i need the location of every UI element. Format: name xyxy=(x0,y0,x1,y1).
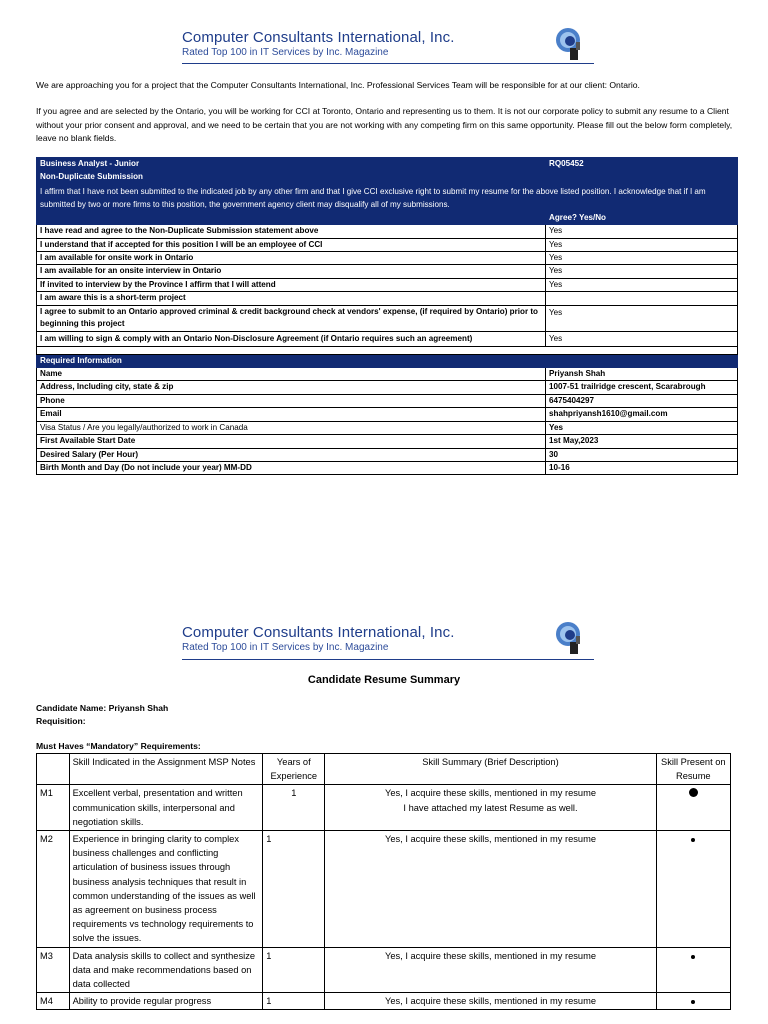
info-label: Phone xyxy=(37,394,546,407)
skill-years[interactable]: 1 xyxy=(263,993,325,1010)
statement-text: I have read and agree to the Non-Duplicate Submission statement above xyxy=(37,225,546,238)
submission-form-table xyxy=(36,157,738,475)
skill-text: Experience in bringing clarity to complex business challenges and conflicting articulation of business issues through business analysis techniques that result in common understanding of the issues as well as agreement on business process requirements vs technology requirements to solve the issues. xyxy=(69,831,263,948)
must-haves-label: Must Haves “Mandatory” Requirements: xyxy=(36,741,201,751)
table-row xyxy=(37,225,738,238)
info-value[interactable]: 1st May,2023 xyxy=(546,435,738,448)
skill-present-cell xyxy=(656,831,730,948)
info-label: Birth Month and Day (Do not include your year) MM-DD xyxy=(37,461,546,474)
info-label: Name xyxy=(37,368,546,381)
table-row xyxy=(37,448,738,461)
table-row xyxy=(37,305,738,331)
statement-text: If invited to interview by the Province I affirm that I will attend xyxy=(37,278,546,291)
info-label: Visa Status / Are you legally/authorized to work in Canada xyxy=(37,421,546,434)
skill-text: Ability to provide regular progress xyxy=(69,993,263,1010)
table-row xyxy=(37,785,731,831)
table-row xyxy=(37,993,731,1010)
statement-answer[interactable]: Yes xyxy=(546,278,738,291)
info-value[interactable]: 30 xyxy=(546,448,738,461)
bullet-dot-icon xyxy=(691,838,695,842)
position-title: Business Analyst - Junior xyxy=(37,158,546,171)
table-row xyxy=(37,831,731,948)
section-non-duplicate: Non-Duplicate Submission xyxy=(37,171,738,184)
company-header-2 xyxy=(182,624,454,653)
table-row xyxy=(37,435,738,448)
skill-text: Data analysis skills to collect and synthesize data and make recommendations based on data collected xyxy=(69,947,263,993)
statement-answer[interactable]: Yes xyxy=(546,331,738,346)
table-row xyxy=(37,394,738,407)
skill-present-cell xyxy=(656,785,730,831)
info-label: Address, Including city, state & zip xyxy=(37,381,546,394)
table-row xyxy=(37,292,738,305)
statement-answer[interactable]: Yes xyxy=(546,305,738,331)
skill-summary[interactable]: Yes, I acquire these skills, mentioned in my resume xyxy=(325,993,656,1010)
table-row xyxy=(37,238,738,251)
skill-id: M1 xyxy=(37,785,70,831)
skill-id: M2 xyxy=(37,831,70,948)
info-value[interactable]: shahpriyansh1610@gmail.com xyxy=(546,408,738,421)
skill-years[interactable]: 1 xyxy=(263,785,325,831)
company-tagline: Rated Top 100 in IT Services by Inc. Magazine xyxy=(182,47,389,58)
info-value[interactable]: 10-16 xyxy=(546,461,738,474)
table-row xyxy=(37,461,738,474)
skill-text: Excellent verbal, presentation and written communication skills, interpersonal and negotiation skills. xyxy=(69,785,263,831)
section-required-info: Required Information xyxy=(37,354,738,367)
table-row xyxy=(37,331,738,346)
agree-column-header: Agree? Yes/No xyxy=(546,211,738,224)
skill-present-cell xyxy=(656,993,730,1010)
skill-years[interactable]: 1 xyxy=(263,947,325,993)
info-value[interactable]: 1007-51 trailridge crescent, Scarabrough xyxy=(546,381,738,394)
summary-title: Candidate Resume Summary xyxy=(307,674,461,686)
company-header xyxy=(182,29,454,58)
skills-table xyxy=(36,753,731,1010)
statement-text: I am available for an onsite interview in Ontario xyxy=(37,265,546,278)
company-name: Computer Consultants International, Inc. xyxy=(182,29,455,46)
table-row xyxy=(37,265,738,278)
summary-column-header: Skill Summary (Brief Description) xyxy=(325,754,656,785)
skill-years[interactable]: 1 xyxy=(263,831,325,948)
skill-column-header: Skill Indicated in the Assignment MSP Notes xyxy=(69,754,263,785)
requisition-id: RQ05452 xyxy=(546,158,738,171)
table-row xyxy=(37,408,738,421)
statement-text: I understand that if accepted for this position I will be an employee of CCI xyxy=(37,238,546,251)
statement-answer[interactable]: Yes xyxy=(546,225,738,238)
skill-summary[interactable]: Yes, I acquire these skills, mentioned in my resume I have attached my latest Resume as well. xyxy=(325,785,656,831)
company-logo-icon xyxy=(554,26,584,62)
skill-id: M3 xyxy=(37,947,70,993)
statement-answer[interactable]: Yes xyxy=(546,265,738,278)
statement-text: I am available for onsite work in Ontario xyxy=(37,252,546,265)
statement-text: I agree to submit to an Ontario approved criminal & credit background check at vendors' expense, (if required by Ontario) prior to beginning this project xyxy=(37,305,546,331)
statement-text: I am aware this is a short-term project xyxy=(37,292,546,305)
info-value[interactable]: 6475404297 xyxy=(546,394,738,407)
candidate-name-label: Candidate Name: Priyansh Shah xyxy=(36,703,169,713)
affirmation-statement: I affirm that I have not been submitted to the indicated job by any other firm and that I give CCI exclusive right to submit my resume for the above listed position. I acknowledge that if I am submitted by two or more firms to this position, the government agency client may disqualify all of my submissions. xyxy=(37,184,738,211)
spacer-cell xyxy=(37,346,738,354)
table-row xyxy=(37,947,731,993)
header-divider xyxy=(182,659,594,660)
id-column-header xyxy=(37,754,70,785)
requisition-label: Requisition: xyxy=(36,716,86,726)
info-label: Desired Salary (Per Hour) xyxy=(37,448,546,461)
table-row xyxy=(37,278,738,291)
intro-paragraph-1: We are approaching you for a project that the Computer Consultants International, Inc. Professional Services Team will be responsible for at our client: Ontario. xyxy=(36,80,640,90)
bullet-dot-icon xyxy=(691,955,695,959)
table-row xyxy=(37,421,738,434)
info-value[interactable]: Yes xyxy=(546,421,738,434)
company-logo-icon xyxy=(554,620,584,656)
spacer-row xyxy=(37,346,738,354)
skill-present-cell xyxy=(656,947,730,993)
info-label: Email xyxy=(37,408,546,421)
info-label: First Available Start Date xyxy=(37,435,546,448)
info-value[interactable]: Priyansh Shah xyxy=(546,368,738,381)
statement-answer[interactable]: Yes xyxy=(546,252,738,265)
table-row xyxy=(37,368,738,381)
company-tagline: Rated Top 100 in IT Services by Inc. Magazine xyxy=(182,642,389,653)
statement-text: I am willing to sign & comply with an Ontario Non-Disclosure Agreement (if Ontario requires such an agreement) xyxy=(37,331,546,346)
table-row xyxy=(37,252,738,265)
skill-summary[interactable]: Yes, I acquire these skills, mentioned in my resume xyxy=(325,947,656,993)
bullet-dot-icon xyxy=(691,1000,695,1004)
header-divider xyxy=(182,63,594,64)
bullet-dot-icon xyxy=(689,788,698,797)
years-column-header: Years of Experience xyxy=(263,754,325,785)
intro-paragraph-2: If you agree and are selected by the Ontario, you will be working for CCI at Toronto, Ontario and representing us to them. It is not our corporate policy to submit any resume to a Client without your prior consent and approval, and we need to be certain that you are not working with any competing firm on this same opportunity. Please fill out the below form completely, leave no blank fields. xyxy=(36,106,733,143)
statement-answer[interactable]: Yes xyxy=(546,238,738,251)
blank-header-cell xyxy=(37,211,546,224)
table-row xyxy=(37,381,738,394)
skill-id: M4 xyxy=(37,993,70,1010)
company-name: Computer Consultants International, Inc. xyxy=(182,624,455,641)
statement-answer[interactable] xyxy=(546,292,738,305)
present-column-header: Skill Present on Resume xyxy=(656,754,730,785)
skill-summary[interactable]: Yes, I acquire these skills, mentioned in my resume xyxy=(325,831,656,948)
